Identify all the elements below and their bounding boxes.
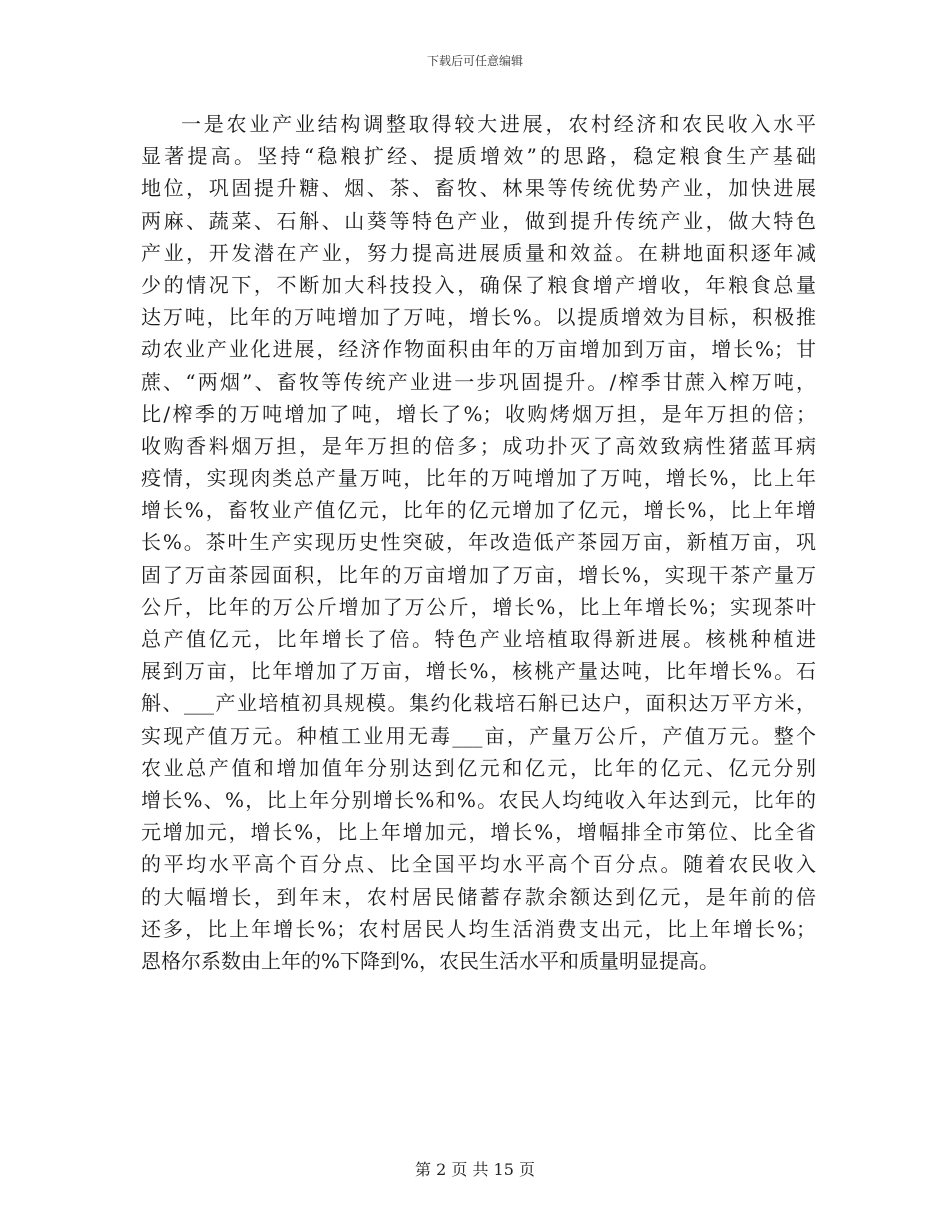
- paragraph-line: 显著提高。坚持“稳粮扩经、提质增效”的思路，稳定粮食生产基础: [141, 144, 816, 169]
- paragraph-line: 农业总产值和增加值年分别达到亿元和亿元，比年的亿元、亿元分别: [141, 755, 816, 780]
- paragraph-line: 达万吨，比年的万吨增加了万吨，增长%。以提质增效为目标，积极推: [141, 305, 816, 330]
- paragraph-line: 疫情，实现肉类总产量万吨，比年的万吨增加了万吨，增长%，比上年: [141, 466, 816, 491]
- paragraph-line: 动农业产业化进展，经济作物面积由年的万亩增加到万亩，增长%；甘: [141, 337, 816, 362]
- paragraph-line: 一是农业产业结构调整取得较大进展，农村经济和农民收入水平: [181, 112, 816, 136]
- page-number-footer: 第 2 页 共 15 页: [415, 1160, 535, 1179]
- paragraph-line: 收购香料烟万担，是年万担的倍多；成功扑灭了高效致病性猪蓝耳病: [141, 433, 816, 458]
- paragraph-line: 地位，巩固提升糖、烟、茶、畜牧、林果等传统优势产业，加快进展: [141, 176, 816, 201]
- paragraph-line: 展到万亩，比年增加了万亩，增长%，核桃产量达吨，比年增长%。石: [141, 659, 816, 684]
- paragraph-line: 元增加元，增长%，比上年增加元，增长%，增幅排全市第位、比全省: [141, 820, 816, 845]
- body-paragraph: [141, 108, 816, 977]
- paragraph-line: 两麻、蔬菜、石斛、山葵等特色产业，做到提升传统产业，做大特色: [141, 208, 816, 233]
- paragraph-line: 公斤，比年的万公斤增加了万公斤，增长%，比上年增长%；实现茶叶: [141, 594, 816, 619]
- paragraph-line: 增长%，畜牧业产值亿元，比年的亿元增加了亿元，增长%，比上年增: [141, 498, 816, 523]
- paragraph-line: 比/榨季的万吨增加了吨，增长了%；收购烤烟万担，是年万担的倍；: [141, 401, 816, 426]
- paragraph-line: 蔗、“两烟”、畜牧等传统产业进一步巩固提升。/榨季甘蔗入榨万吨，: [141, 369, 816, 394]
- paragraph-line: 少的情况下，不断加大科技投入，确保了粮食增产增收，年粮食总量: [141, 272, 816, 297]
- paragraph-line: 的平均水平高个百分点、比全国平均水平高个百分点。随着农民收入: [141, 852, 816, 877]
- paragraph-line: 长%。茶叶生产实现历史性突破，年改造低产茶园万亩，新植万亩，巩: [141, 530, 816, 555]
- paragraph-line: 产业，开发潜在产业，努力提高进展质量和效益。在耕地面积逐年减: [141, 240, 816, 265]
- paragraph-line: 斛、___产业培植初具规模。集约化栽培石斛已达户，面积达万平方米，: [141, 691, 816, 716]
- page-header: 下载后可任意编辑: [426, 54, 523, 68]
- paragraph-line: 的大幅增长，到年末，农村居民储蓄存款余额达到亿元，是年前的倍: [141, 884, 816, 909]
- paragraph-line: 增长%、%，比上年分别增长%和%。农民人均纯收入年达到元，比年的: [141, 787, 816, 812]
- paragraph-line: 固了万亩茶园面积，比年的万亩增加了万亩，增长%，实现干茶产量万: [141, 562, 816, 587]
- paragraph-line: 还多，比上年增长%；农村居民人均生活消费支出元，比上年增长%；: [141, 916, 816, 941]
- paragraph-line: 恩格尔系数由上年的%下降到%，农民生活水平和质量明显提高。: [141, 948, 720, 973]
- paragraph-line: 总产值亿元，比年增长了倍。特色产业培植取得新进展。核桃种植进: [141, 627, 816, 651]
- paragraph-line: 实现产值万元。种植工业用无毒___亩，产量万公斤，产值万元。整个: [141, 723, 816, 748]
